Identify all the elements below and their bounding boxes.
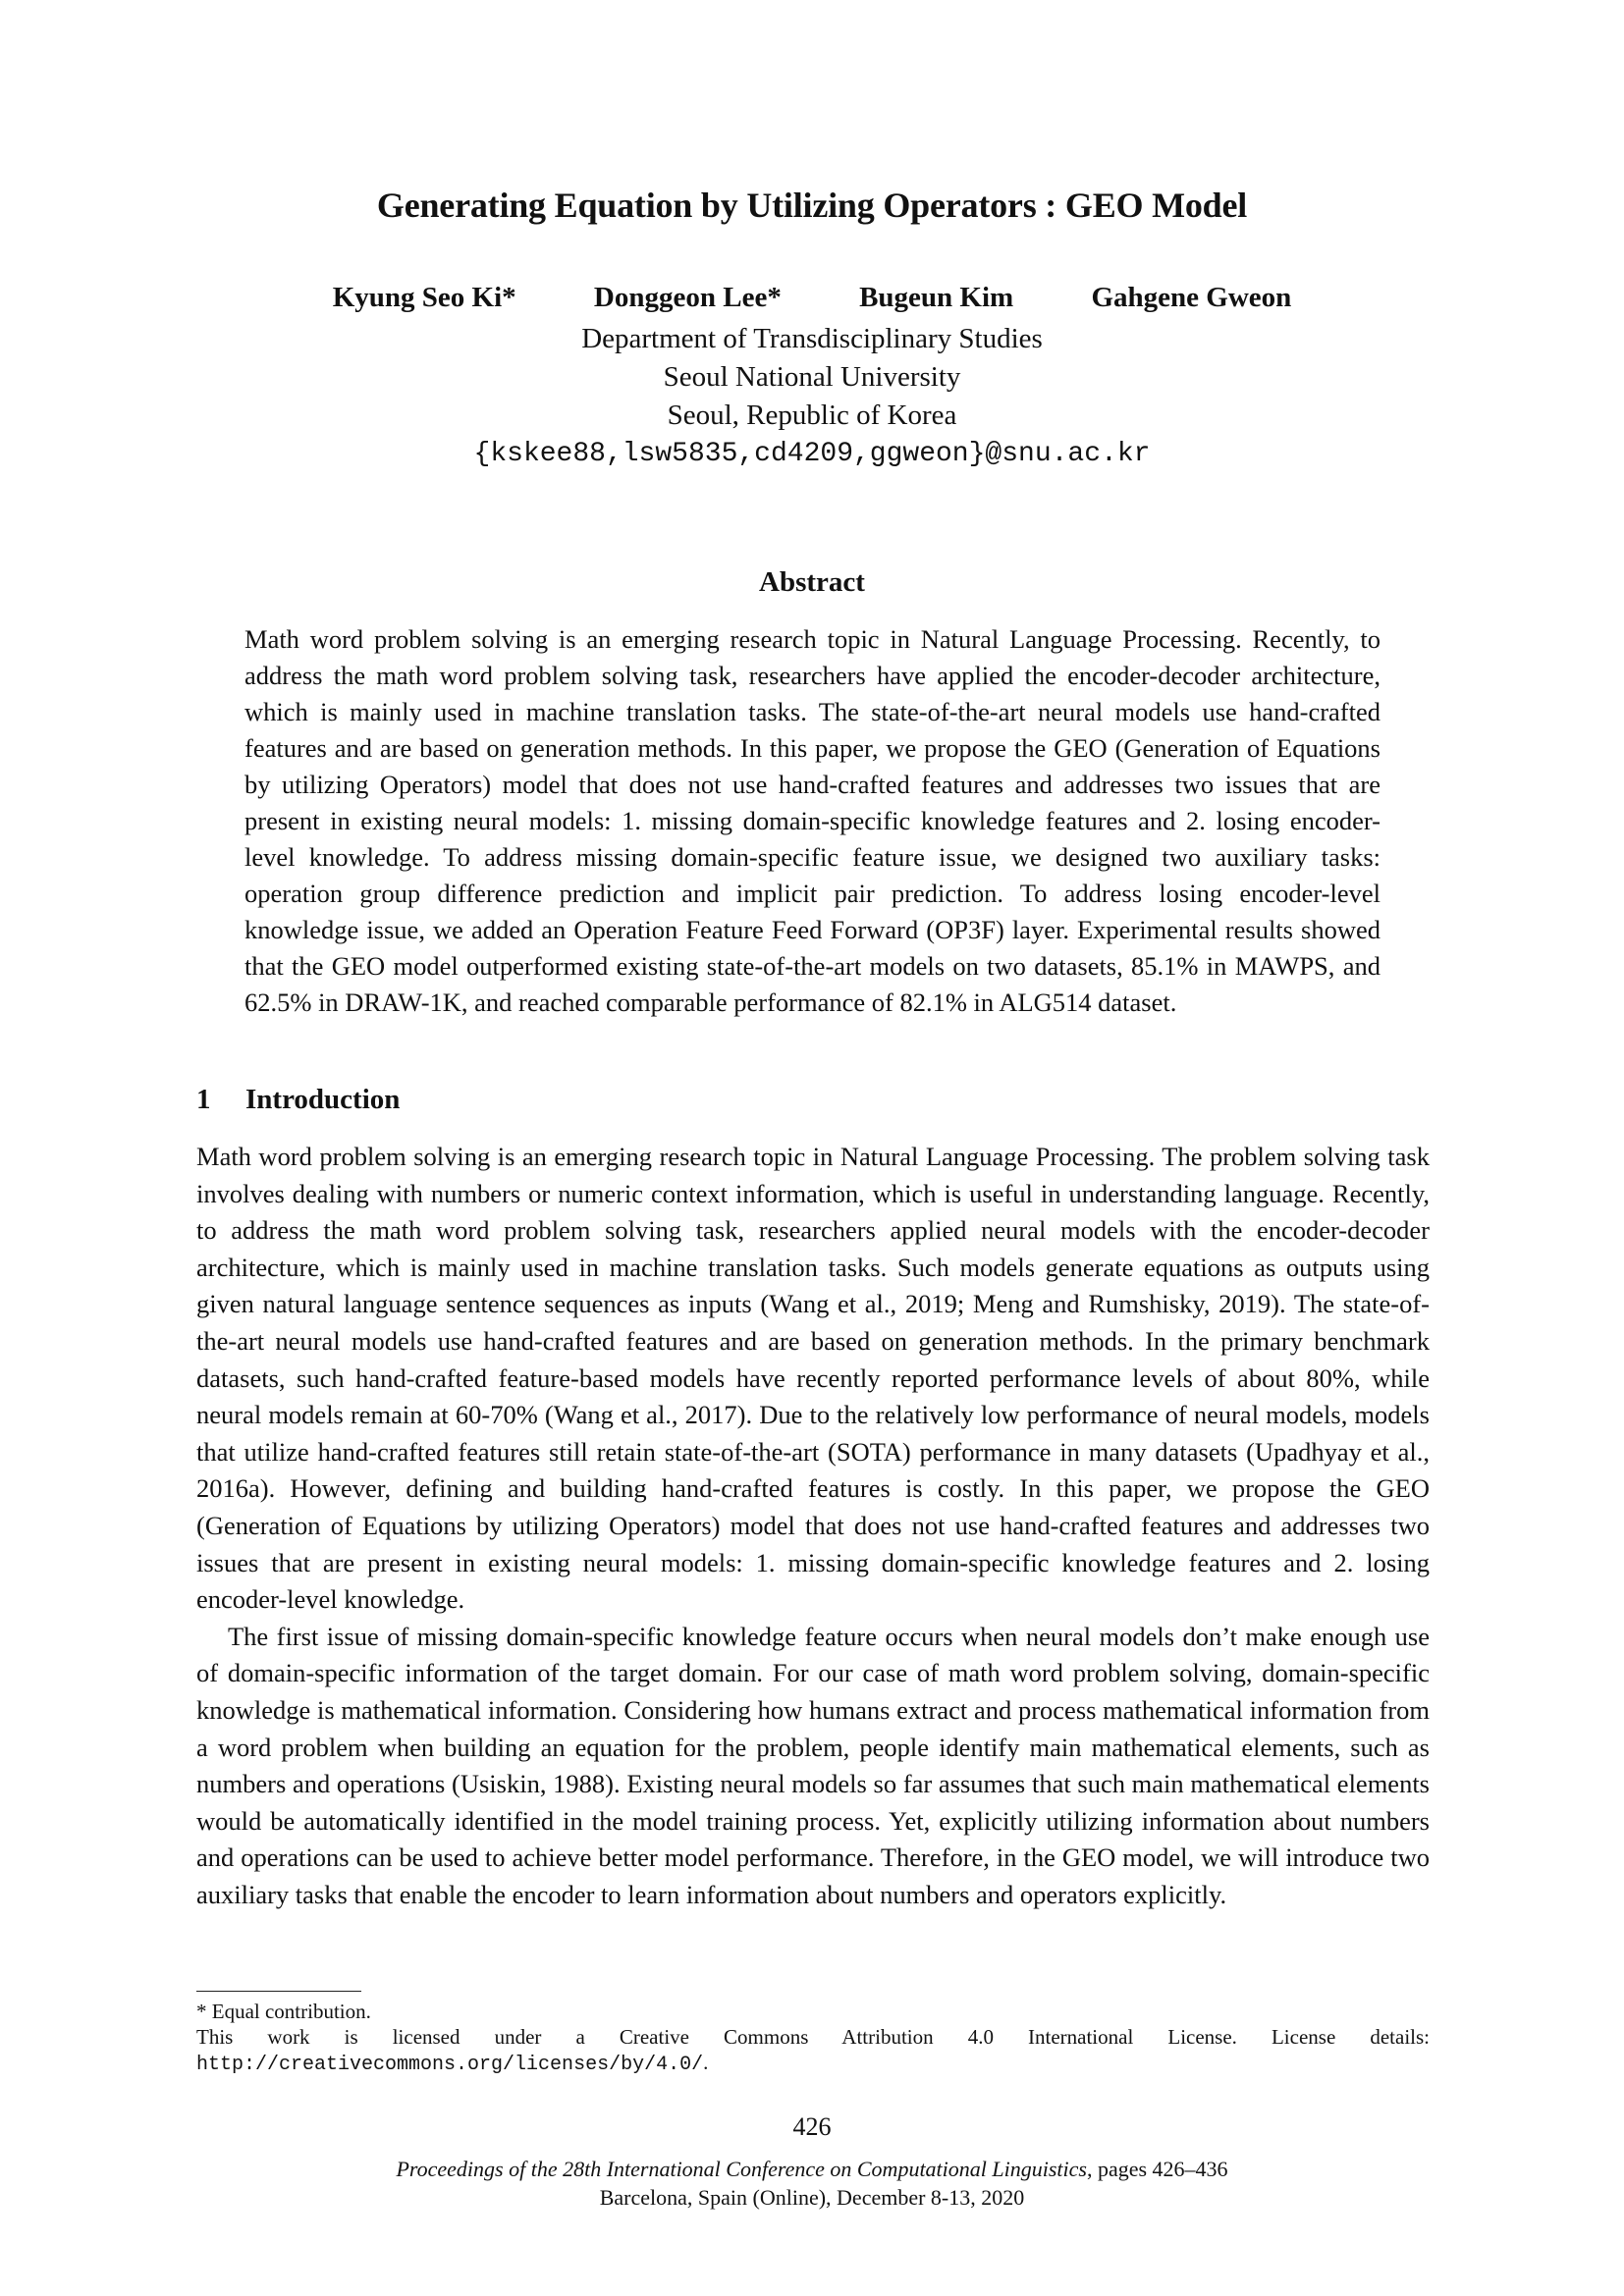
license-link[interactable]: http://creativecommons.org/licenses/by/4.0/ bbox=[196, 2054, 704, 2076]
section-heading-introduction bbox=[196, 1084, 400, 1116]
proceedings-footer bbox=[0, 2155, 1624, 2212]
author-name: Kyung Seo Ki* bbox=[332, 282, 516, 313]
footnote-license bbox=[196, 2024, 1430, 2078]
author-name: Bugeun Kim bbox=[859, 282, 1014, 313]
proceedings-pages: , pages 426–436 bbox=[1086, 2157, 1228, 2181]
section-number: 1 bbox=[196, 1084, 211, 1115]
location: Seoul, Republic of Korea bbox=[667, 400, 957, 431]
paragraph: Math word problem solving is an emerging research topic in Natural Language Processing. The problem solving task involves dealing with numbers or numeric context information, which is useful in understanding language. Recently, to address the math word problem solving task, researchers applied neural models with the encoder-decoder architecture, which is mainly used in machine translation tasks. Such models generate equations as outputs using given natural language sentence sequences as inputs (Wang et al., 2019; Meng and Rumshisky, 2019). The state-of-the-art neural models use hand-crafted features and are based on generation methods. In the primary benchmark datasets, such hand-crafted feature-based models have recently reported performance levels of about 80%, while neural models remain at 60-70% (Wang et al., 2017). Due to the relatively low performance of neural models, models that utilize hand-crafted features still retain state-of-the-art (SOTA) performance in many datasets (Upadhyay et al., 2016a). However, defining and building hand-crafted features is costly. In this paper, we propose the GEO (Generation of Equations by utilizing Operators) model that does not use hand-crafted features and addresses two issues that are present in existing neural models: 1. missing domain-specific knowledge features and 2. losing encoder-level knowledge. bbox=[196, 1142, 1430, 1615]
department: Department of Transdisciplinary Studies bbox=[581, 323, 1043, 354]
license-text: This work is licensed under a Creative Commons Attribution 4.0 International License. License details: bbox=[196, 2025, 1430, 2049]
paper-title: Generating Equation by Utilizing Operators : GEO Model bbox=[376, 186, 1248, 225]
proceedings-location: Barcelona, Spain (Online), December 8-13, 2020 bbox=[599, 2185, 1025, 2210]
introduction-body bbox=[196, 1139, 1430, 1913]
author-name: Gahgene Gweon bbox=[1091, 282, 1292, 313]
author-list bbox=[0, 282, 1624, 314]
footnote-divider bbox=[196, 1991, 361, 1992]
author-name: Donggeon Lee* bbox=[593, 282, 782, 313]
affiliation-block bbox=[0, 320, 1624, 473]
section-title: Introduction bbox=[245, 1084, 401, 1115]
abstract-heading: Abstract bbox=[759, 566, 865, 598]
author-emails: {kskee88,lsw5835,cd4209,ggweon}@snu.ac.kr bbox=[473, 439, 1151, 469]
proceedings-venue-line bbox=[0, 2155, 1624, 2183]
paragraph: The first issue of missing domain-specific knowledge feature occurs when neural models don’t make enough use of domain-specific information of the target domain. For our case of math word problem solving, domain-specific knowledge is mathematical information. Considering how humans extract and process mathematical information from a word problem when building an equation for the problem, people identify main mathematical elements, such as numbers and operations (Usiskin, 1988). Existing neural models so far assumes that such main mathematical elements would be automatically identified in the model training process. Yet, explicitly utilizing information about numbers and operations can be used to achieve better model performance. Therefore, in the GEO model, we will introduce two auxiliary tasks that enable the encoder to learn information about numbers and operators explicitly. bbox=[196, 1621, 1430, 1909]
proceedings-venue: Proceedings of the 28th International Conference on Computational Linguistics bbox=[396, 2157, 1087, 2181]
abstract-text: Math word problem solving is an emerging research topic in Natural Language Processing. Recently, to address the math word problem solving task, researchers have applied the encoder-decoder architecture, which is mainly used in machine translation tasks. The state-of-the-art neural models use hand-crafted features and are based on generation methods. In this paper, we propose the GEO (Generation of Equations by utilizing Operators) model that does not use hand-crafted features and addresses two issues that are present in existing neural models: 1. missing domain-specific knowledge features and 2. losing encoder-level knowledge. To address missing domain-specific feature issue, we designed two auxiliary tasks: operation group difference prediction and implicit pair prediction. To address losing encoder-level knowledge issue, we added an Operation Feature Feed Forward (OP3F) layer. Experimental results showed that the GEO model outperformed existing state-of-the-art models on two datasets, 85.1% in MAWPS, and 62.5% in DRAW-1K, and reached comparable performance of 82.1% in ALG514 dataset. bbox=[244, 624, 1380, 1017]
footnote-equal-contribution: * Equal contribution. bbox=[196, 2000, 371, 2023]
university: Seoul National University bbox=[663, 361, 961, 393]
footnotes bbox=[196, 1999, 1430, 2078]
page-number: 426 bbox=[792, 2112, 832, 2141]
license-end: . bbox=[703, 2051, 709, 2074]
